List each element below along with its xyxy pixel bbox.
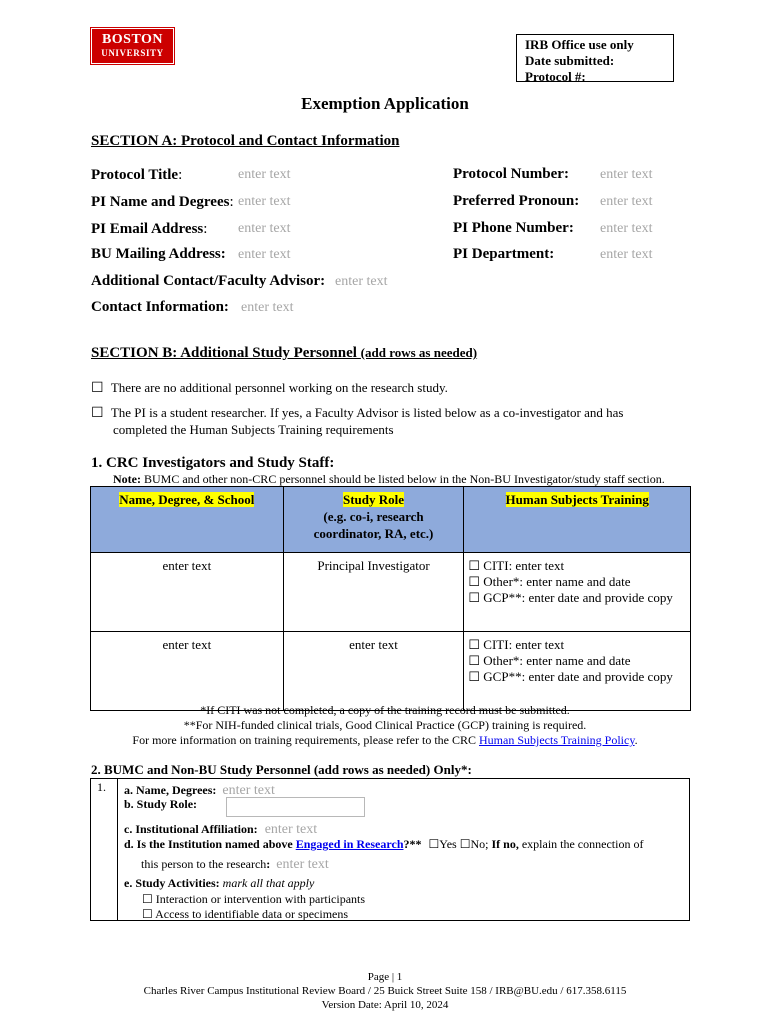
section-b-title: SECTION B: Additional Study Personnel [91, 345, 361, 361]
footnote-text: For more information on training requirements, please refer to the CRC [132, 733, 479, 747]
gcp-checkbox[interactable]: ☐ GCP**: enter date and provide copy [468, 669, 673, 684]
training-policy-link[interactable]: Human Subjects Training Policy [479, 733, 635, 747]
column-header-role [283, 487, 464, 553]
checkbox-no-personnel[interactable]: ☐ [91, 381, 104, 396]
checkbox-no-personnel-row [91, 380, 448, 397]
other-checkbox[interactable]: ☐ Other*: enter name and date [468, 574, 631, 589]
study-role-input[interactable] [226, 797, 365, 817]
footer-address: Charles River Campus Institutional Review Board / 25 Buick Street Suite 158 / IRB@BU.edu / 617.358.6115 [143, 985, 627, 997]
explain-text: explain the connection of [518, 837, 644, 851]
gcp-checkbox[interactable]: ☐ GCP**: enter date and provide copy [468, 590, 673, 605]
logo-line2: UNIVERSITY [101, 48, 164, 58]
bumc-heading: 2. BUMC and Non-BU Study Personnel (add rows as needed) Only*: [91, 762, 472, 777]
col-training-label: Human Subjects Training [505, 492, 649, 507]
bu-mailing-label: BU Mailing Address: [91, 246, 226, 262]
col-role-example: (e.g. co-i, research [323, 509, 424, 524]
crc-note [113, 472, 665, 487]
date-submitted-line: Date submitted: [525, 53, 615, 68]
footnote-training-policy [0, 733, 770, 748]
interaction-checkbox[interactable]: ☐ Interaction or intervention with participants [142, 892, 366, 906]
table-header-row [91, 487, 691, 553]
contact-information-label: Contact Information: [91, 299, 229, 315]
connection-label: this person to the research [141, 857, 267, 871]
additional-contact-field[interactable]: enter text [335, 274, 388, 289]
footnote-citi: *If CITI was not completed, a copy of the training record must be submitted. [200, 703, 570, 717]
contact-information-field[interactable]: enter text [241, 300, 294, 315]
institutional-affiliation-label: c. Institutional Affiliation: [124, 822, 258, 836]
section-b-heading [91, 344, 477, 362]
table-row [91, 553, 691, 632]
study-role-label: b. Study Role: [124, 797, 198, 811]
pi-department-field[interactable]: enter text [600, 247, 653, 262]
table-row [91, 632, 691, 711]
pi-name-label: PI Name and Degrees [91, 194, 230, 210]
checkbox-student-researcher-label-cont: completed the Human Subjects Training requirements [113, 422, 394, 437]
bu-logo [91, 28, 174, 64]
checkbox-no-personnel-label: There are no additional personnel working on the research study. [110, 380, 448, 395]
preferred-pronoun-label: Preferred Pronoun: [453, 193, 580, 209]
crc-note-label: Note: [113, 472, 141, 486]
study-activities-row [124, 876, 314, 891]
institutional-affiliation-row [124, 820, 317, 838]
connection-row [141, 857, 329, 873]
checkbox-student-researcher-label: The PI is a student researcher. If yes, a Faculty Advisor is listed below as a co-investigator and has [110, 405, 624, 420]
crc-heading: 1. CRC Investigators and Study Staff: [91, 455, 335, 471]
name-degrees-field[interactable]: enter text [222, 783, 275, 798]
protocol-title-row [91, 166, 182, 184]
checkbox-student-researcher-row [91, 405, 691, 422]
colon: : [229, 194, 234, 210]
pi-email-label: PI Email Address [91, 221, 204, 237]
role-cell[interactable]: Principal Investigator [283, 553, 464, 632]
training-cell [464, 553, 691, 632]
institutional-affiliation-field[interactable]: enter text [264, 822, 318, 837]
study-activities-hint: mark all that apply [219, 876, 315, 890]
row-number-divider [117, 779, 118, 920]
study-activities-label: e. Study Activities: [124, 876, 220, 890]
engaged-in-research-row [124, 837, 643, 852]
name-cell[interactable]: enter text [91, 553, 284, 632]
connection-field[interactable]: enter text [276, 857, 329, 872]
pi-phone-label: PI Phone Number: [453, 220, 574, 236]
citi-checkbox[interactable]: ☐ CITI: enter text [468, 558, 565, 573]
section-a-heading: SECTION A: Protocol and Contact Information [91, 133, 400, 149]
col-name-label: Name, Degree, & School [119, 492, 255, 507]
yes-no-checkboxes[interactable]: ☐Yes ☐No; [428, 837, 492, 851]
name-cell[interactable]: enter text [91, 632, 284, 711]
footnote-end: . [634, 733, 638, 747]
protocol-title-label: Protocol Title [91, 167, 179, 183]
col-role-example-cont: coordinator, RA, etc.) [313, 526, 434, 541]
pi-name-row [91, 193, 234, 211]
bu-mailing-field[interactable]: enter text [238, 247, 291, 262]
training-cell [464, 632, 691, 711]
pi-name-field[interactable]: enter text [238, 194, 291, 209]
engaged-in-research-link[interactable]: Engaged in Research [295, 837, 404, 851]
preferred-pronoun-field[interactable]: enter text [600, 194, 653, 209]
citi-checkbox[interactable]: ☐ CITI: enter text [468, 637, 565, 652]
document-title: Exemption Application [301, 94, 469, 113]
page-number: Page | 1 [367, 971, 403, 983]
crc-note-text: BUMC and other non-CRC personnel should be listed below in the Non-BU Investigator/study staff section. [140, 472, 665, 486]
protocol-number-line: Protocol #: [525, 69, 586, 84]
engaged-question: d. Is the Institution named above [124, 837, 296, 851]
pi-phone-field[interactable]: enter text [600, 221, 653, 236]
name-degrees-label: a. Name, Degrees: [124, 783, 217, 797]
other-checkbox[interactable]: ☐ Other*: enter name and date [468, 653, 631, 668]
version-date: Version Date: April 10, 2024 [321, 999, 449, 1011]
section-b-note: (add rows as needed) [360, 345, 478, 360]
column-header-training [464, 487, 691, 553]
footnote-gcp: **For NIH-funded clinical trials, Good Clinical Practice (GCP) training is required. [183, 718, 587, 732]
protocol-number-field[interactable]: enter text [600, 167, 653, 182]
colon: : [178, 167, 183, 183]
protocol-title-field[interactable]: enter text [238, 167, 291, 182]
engaged-question-end: ?** [403, 837, 422, 851]
irb-office-line: IRB Office use only [525, 37, 634, 52]
column-header-name [91, 487, 284, 553]
row-number: 1. [97, 780, 106, 794]
pi-department-label: PI Department: [453, 246, 555, 262]
role-cell[interactable]: enter text [283, 632, 464, 711]
crc-staff-table [90, 486, 691, 711]
additional-contact-label: Additional Contact/Faculty Advisor: [91, 273, 326, 289]
if-no-label: If no, [491, 837, 519, 851]
colon: : [203, 221, 208, 237]
checkbox-student-researcher[interactable]: ☐ [91, 406, 104, 421]
pi-email-row [91, 220, 207, 238]
pi-email-field[interactable]: enter text [238, 221, 291, 236]
logo-line1: BOSTON [101, 32, 164, 47]
protocol-number-label: Protocol Number: [453, 166, 569, 182]
colon: : [266, 857, 271, 871]
col-role-label: Study Role [343, 492, 405, 507]
irb-office-box [516, 34, 674, 82]
identifiable-data-checkbox[interactable]: ☐ Access to identifiable data or specimens [142, 907, 349, 921]
